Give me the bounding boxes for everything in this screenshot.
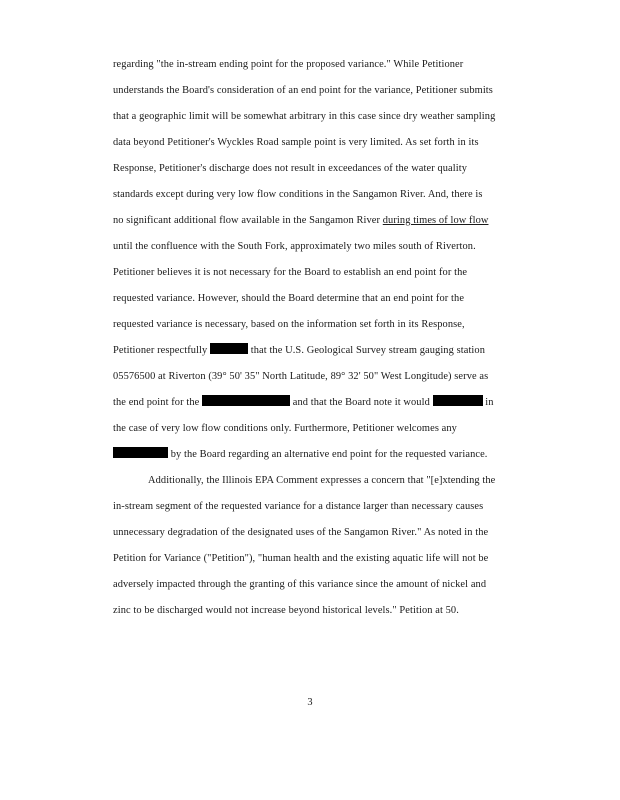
text-line: Response, Petitioner's discharge does not result in exceedances of the water quality [113,163,468,174]
text-line: Petitioner believes it is not necessary for the Board to establish an end point for the [113,267,468,278]
text-line: zinc to be discharged would not increase beyond historical levels." Petition at 50. [113,605,459,616]
text-segment: the end point for the [113,397,200,408]
text-segment: no significant additional flow available in the Sangamon River [113,215,381,226]
text-segment: in [485,397,494,408]
text-segment: Petitioner respectfully [113,345,208,356]
text-line: 05576500 at Riverton (39° 50' 35" North Latitude, 89° 32' 50" West Longitude) serve as [113,371,489,382]
text-line: until the confluence with the South Fork, approximately two miles south of Riverton. [113,241,476,252]
text-segment: and that the Board note it would [292,397,430,408]
underlined-phrase: during times of low flow [382,215,489,226]
redaction-box [113,447,168,458]
text-line: understands the Board's consideration of an end point for the variance, Petitioner submits [113,85,493,96]
text-line: data beyond Petitioner's Wyckles Road sample point is very limited. As set forth in its [113,137,479,148]
text-line [113,394,553,412]
redaction-box [210,343,248,354]
text-line: Petition for Variance ("Petition"), "human health and the existing aquatic life will not be [113,553,489,564]
text-line: the case of very low flow conditions only. Furthermore, Petitioner welcomes any [113,423,457,434]
text-line: unnecessary degradation of the designated uses of the Sangamon River." As noted in the [113,527,489,538]
text-segment: by the Board regarding an alternative end point for the requested variance. [170,449,488,460]
text-line: Additionally, the Illinois EPA Comment expresses a concern that "[e]xtending the [148,475,496,486]
text-line [113,212,553,230]
text-line: in-stream segment of the requested variance for a distance larger than necessary causes [113,501,484,512]
text-line [113,342,553,360]
redaction-box [433,395,483,406]
text-line: standards except during very low flow conditions in the Sangamon River. And, there is [113,189,483,200]
text-line: requested variance. However, should the Board determine that an end point for the [113,293,465,304]
text-line: regarding "the in-stream ending point for the proposed variance." While Petitioner [113,59,464,70]
text-line [113,446,553,464]
text-line: that a geographic limit will be somewhat arbitrary in this case since dry weather sampling [113,111,496,122]
page-number: 3 [307,697,313,708]
text-line: requested variance is necessary, based on the information set forth in its Response, [113,319,465,330]
text-line: adversely impacted through the granting of this variance since the amount of nickel and [113,579,487,590]
text-segment: that the U.S. Geological Survey stream gauging station [250,345,486,356]
redaction-box [202,395,290,406]
